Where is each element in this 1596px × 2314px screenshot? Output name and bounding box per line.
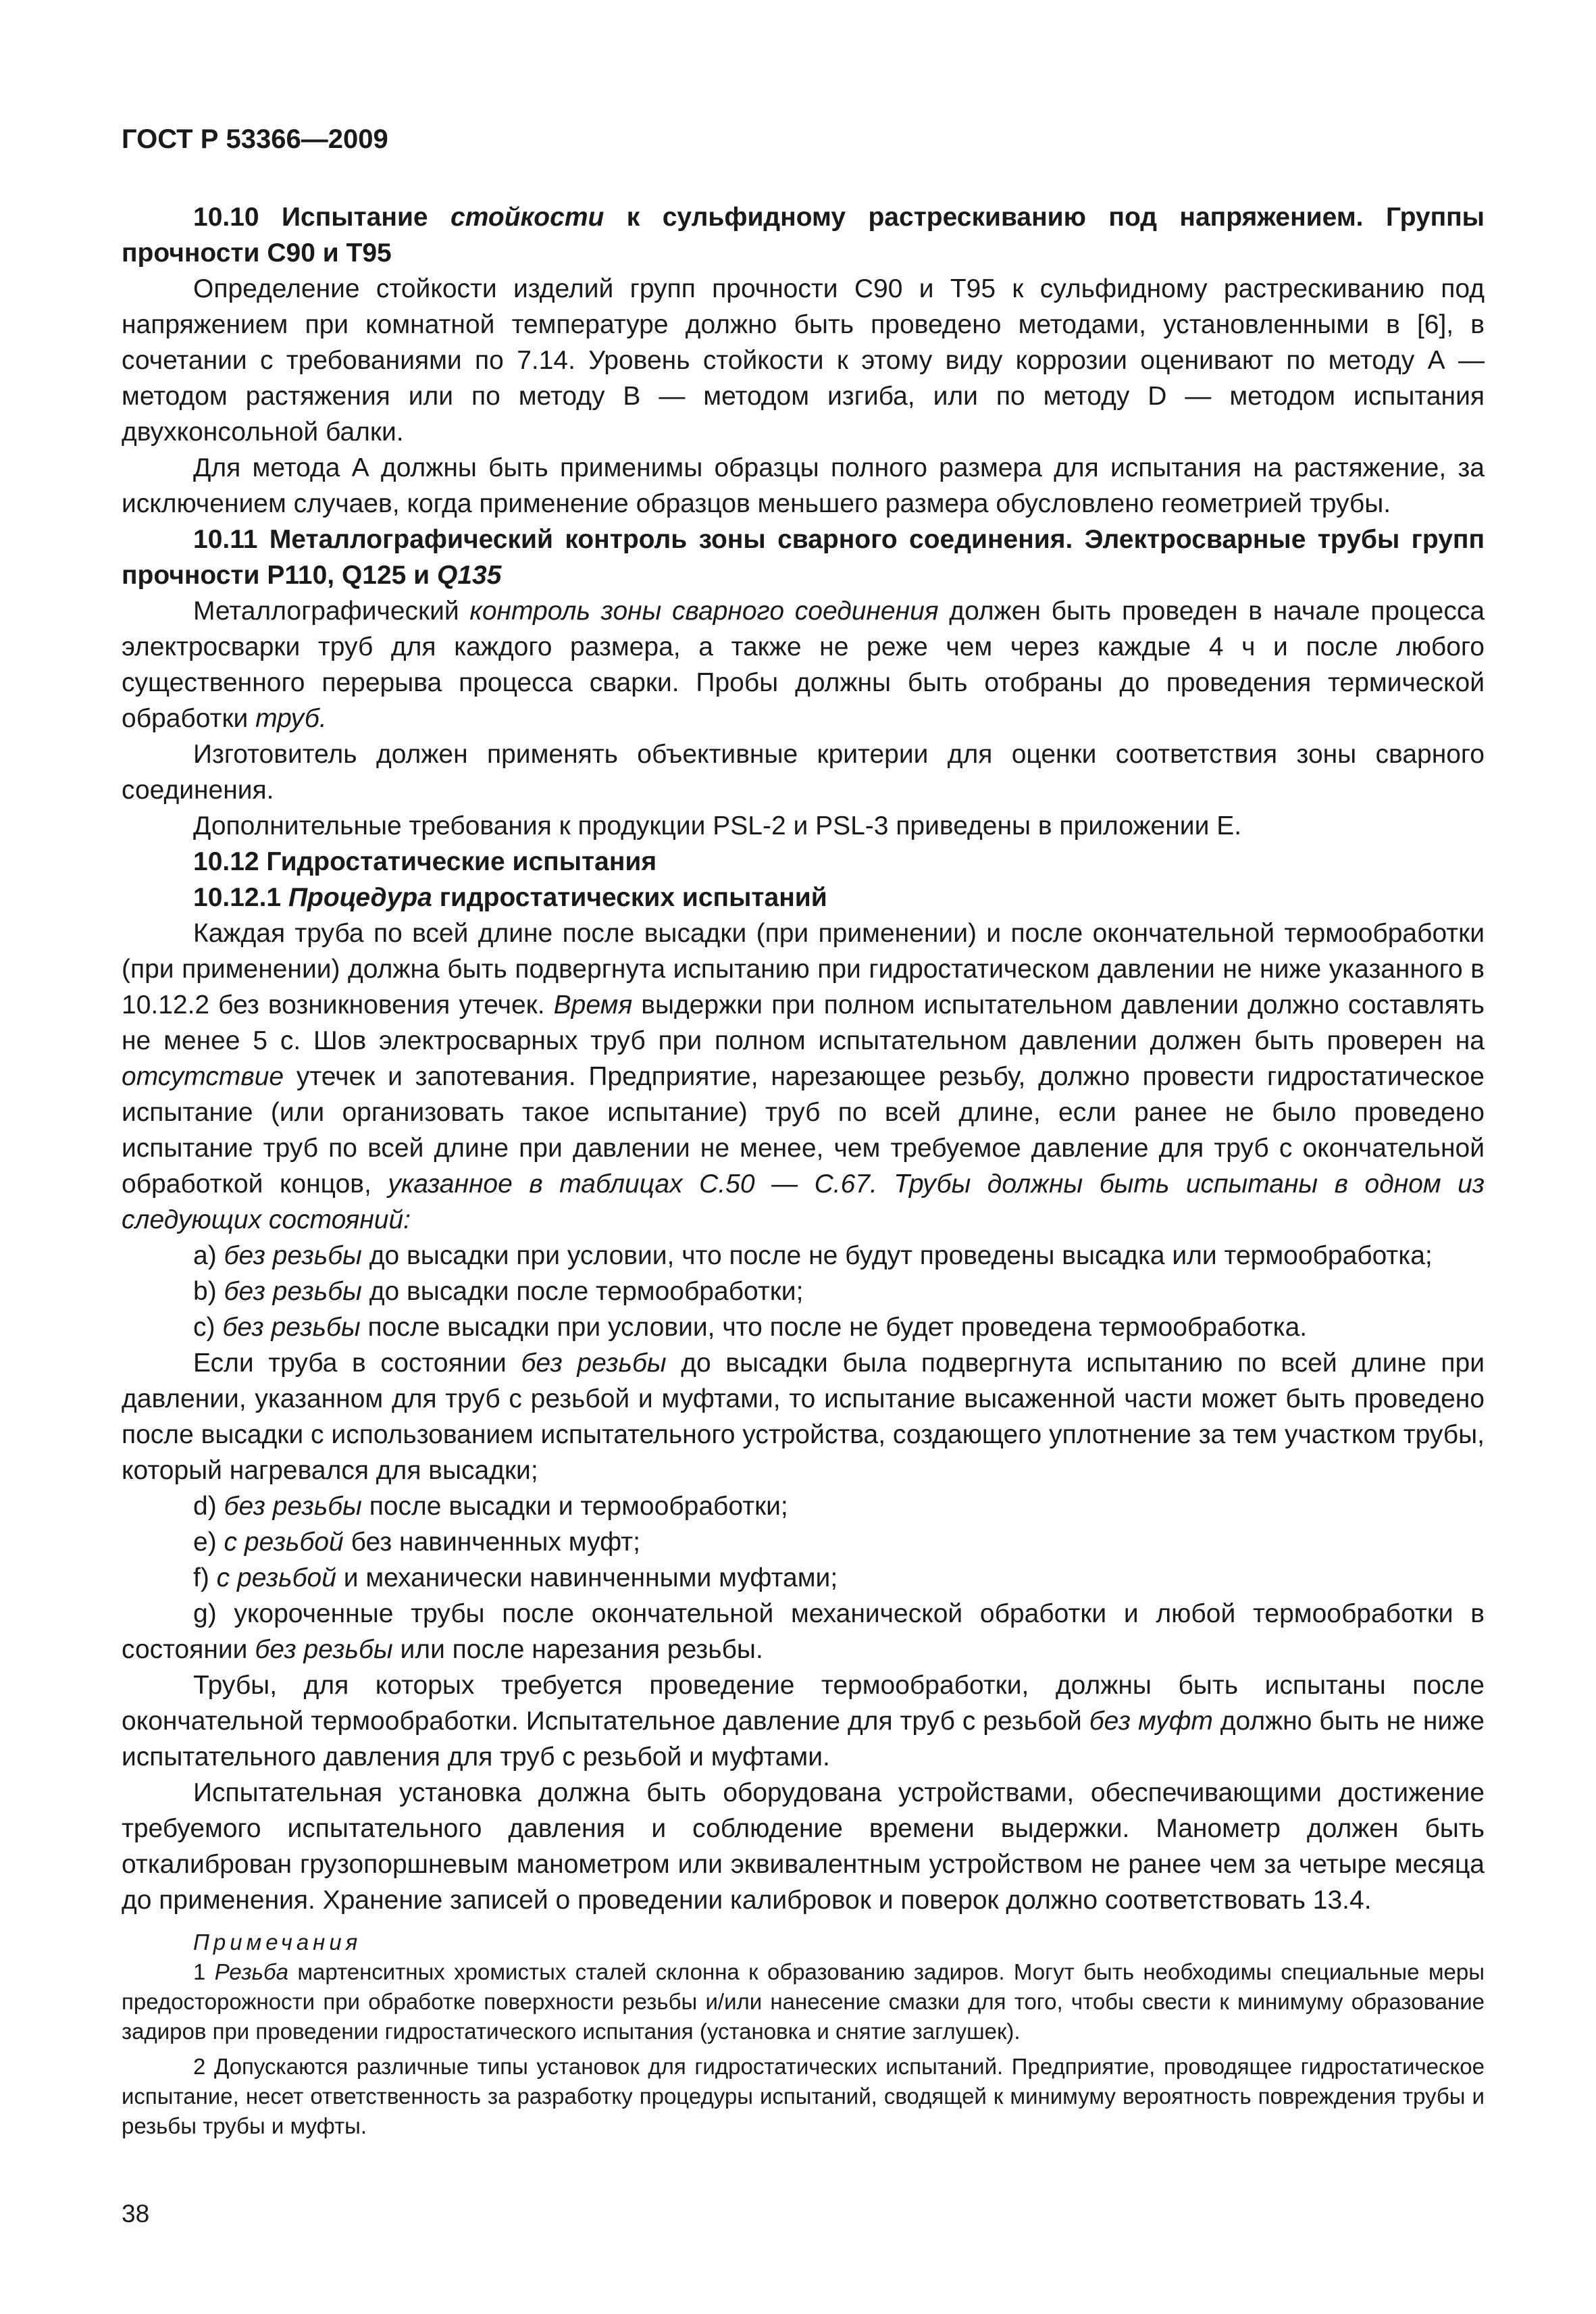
italic-text: без резьбы [224, 1241, 362, 1270]
italic-text: Резьба [214, 1959, 288, 1984]
italic-text: Время [553, 990, 633, 1020]
list-item [122, 1524, 1485, 1560]
italic-text: без резьбы [222, 1313, 361, 1342]
text: и механически навинченными муфтами; [336, 1563, 838, 1592]
heading-text: 10.12.1 [193, 883, 288, 912]
text: е) [193, 1528, 224, 1557]
page-number: 38 [122, 2200, 150, 2228]
text: Трубы, для которых требуется проведение термообработки, должны быть испытаны после окончательной термообработки. Испытательное давление для труб с резьбой [122, 1671, 1485, 1736]
paragraph [122, 915, 1485, 1238]
paragraph [122, 593, 1485, 736]
text: или после нарезания резьбы. [392, 1635, 763, 1664]
italic-text: указанное в таблицах С.50 — С.67. Трубы должны быть испытаны в одном из следующих состояний: [122, 1169, 1485, 1234]
heading-italic: Процедура [288, 883, 432, 912]
notes-title: Примечания [193, 1930, 362, 1955]
text: Каждая труба по всей длине после высадки (при применении) и после окончательной термообработки (при применении) должна быть подвергнута испытанию при гидростатическом давлении не ниже указанного в 10.12.2 без возникновения утечек. [122, 919, 1485, 1020]
italic-text: без муфт [1089, 1707, 1213, 1736]
document-header: ГОСТ Р 53366—2009 [122, 124, 388, 154]
italic-text: без резьбы [224, 1492, 362, 1521]
text: до высадки после термообработки; [361, 1277, 804, 1306]
list-item [122, 1596, 1485, 1667]
list-item [122, 1309, 1485, 1345]
list-item [122, 1560, 1485, 1596]
paragraph: Дополнительные требования к продукции PSL-2 и PSL-3 приведены в приложении Е. [193, 811, 1242, 840]
paragraph [122, 1667, 1485, 1775]
list-item [122, 1488, 1485, 1524]
section-10-11-heading [122, 522, 1485, 593]
text: b) [193, 1277, 224, 1306]
italic-text: без резьбы [255, 1635, 393, 1664]
heading-text: гидростатических испытаний [432, 883, 827, 912]
text: f) [193, 1563, 217, 1592]
note-1 [122, 1957, 1485, 2046]
paragraph: Для метода А должны быть применимы образцы полного размера для испытания на растяжение, за исключением случаев, когда применение образцов меньшего размера обусловлено геометрией трубы. [122, 453, 1485, 518]
note-2: 2 Допускаются различные типы установок для гидростатических испытаний. Предприятие, проводящее гидростатическое испытание, несет ответственность за разработку процедуры испытаний, сводящей к минимуму вероятность повреждения трубы и резьбы трубы и муфты. [122, 2054, 1485, 2138]
text: Если труба в состоянии [193, 1349, 521, 1378]
section-10-12-heading: 10.12 Гидростатические испытания [193, 847, 657, 876]
text: утечек и запотевания. Предприятие, нарезающее резьбу, должно провести гидростатическое испытание (или организовать такое испытание) труб по всей длине, если ранее не было проведено испытание труб по всей длине при давлении не менее, чем требуемое давление для труб с окончательной обработкой концов, [122, 1062, 1485, 1199]
text: а) [193, 1241, 224, 1270]
text: d) [193, 1492, 224, 1521]
text: с) [193, 1313, 223, 1342]
italic-text: с резьбой [216, 1563, 336, 1592]
heading-text: 10.11 Металлографический контроль зоны сварного соединения. Электросварные трубы групп прочности P110, Q125 и [122, 525, 1485, 590]
text: до высадки была подвергнута испытанию по всей длине при давлении, указанном для труб с резьбой и муфтами, то испытание высаженной части может быть проведено после высадки с использованием испытательного устройства, создающего уплотнение за тем участком трубы, который нагревался для высадки; [122, 1349, 1485, 1485]
italic-text: без резьбы [224, 1277, 362, 1306]
text: без навинченных муфт; [343, 1528, 640, 1557]
paragraph: Определение стойкости изделий групп прочности C90 и T95 к сульфидному растрескиванию под напряжением при комнатной температуре должно быть проведено методами, установленными в [6], в сочетании с требованиями по 7.14. Уровень стойкости к этому виду коррозии оценивают по методу А — методом растяжения или по методу В — методом изгиба, или по методу D — методом испытания двухконсольной балки. [122, 274, 1485, 447]
text: должен быть проведен в начале процесса электросварки труб для каждого размера, а также не реже чем через каждые 4 ч и после любого существенного перерыва процесса сварки. Пробы должны быть отобраны до проведения термической обработки [122, 597, 1485, 733]
heading-italic: стойкости [451, 203, 604, 232]
text: должно быть не ниже испытательного давления для труб с резьбой и муфтами. [122, 1707, 1485, 1771]
paragraph: Испытательная установка должна быть оборудована устройствами, обеспечивающими достижение требуемого испытательного давления и соблюдение времени выдержки. Манометр должен быть откалиброван грузопоршневым манометром или эквивалентным устройством не ранее чем за четыре месяца до применения. Хранение записей о проведении калибровок и поверок должно соответствовать 13.4. [122, 1778, 1485, 1915]
italic-text: труб. [255, 704, 327, 733]
document-page [122, 122, 1485, 2146]
text: после высадки и термообработки; [361, 1492, 788, 1521]
section-10-12-1-heading [122, 880, 1485, 915]
paragraph [122, 1345, 1485, 1488]
heading-italic: Q135 [437, 561, 502, 590]
paragraph: Изготовитель должен применять объективные критерии для оценки соответствия зоны сварного соединения. [122, 740, 1485, 805]
italic-text: контроль зоны сварного соединения [469, 597, 939, 626]
text: Металлографический [193, 597, 470, 626]
list-item [122, 1274, 1485, 1309]
text: до высадки при условии, что после не будут проведены высадка или термообработка; [361, 1241, 1433, 1270]
italic-text: без резьбы [521, 1349, 667, 1378]
section-10-10-heading [122, 199, 1485, 271]
italic-text: отсутствие [122, 1062, 284, 1091]
text: после высадки при условии, что после не будет проведена термообработка. [360, 1313, 1308, 1342]
heading-text: к сульфидному растрескиванию под напряжением. Группы прочности C90 и T95 [122, 203, 1485, 268]
list-item [122, 1238, 1485, 1274]
heading-text: 10.10 Испытание [193, 203, 451, 232]
text: g) укороченные трубы после окончательной механической обработки и любой термообработки в состоянии [122, 1599, 1485, 1664]
text: выдержки при полном испытательном давлении должно составлять не менее 5 с. Шов электросварных труб при полном испытательном давлении должен быть проверен на [122, 990, 1485, 1055]
text: мартенситных хромистых сталей склонна к образованию задиров. Могут быть необходимы специальные меры предосторожности при обработке поверхности резьбы и/или нанесение смазки для того, чтобы свести к минимуму образование задиров при проведении гидростатического испытания (установка и снятие заглушек). [122, 1959, 1485, 2044]
text: 1 [193, 1959, 215, 1984]
italic-text: с резьбой [224, 1528, 344, 1557]
